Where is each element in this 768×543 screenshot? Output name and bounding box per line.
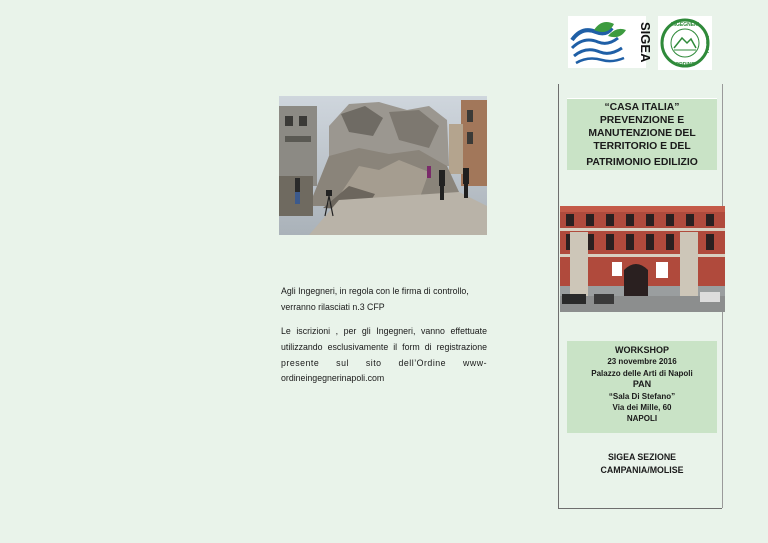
- sezione-line: SIGEA SEZIONE: [607, 452, 677, 462]
- ordine-logo-side-text: NAPOLI: [705, 36, 710, 54]
- sigea-logo: [568, 16, 653, 68]
- cfp-notice: [281, 284, 487, 316]
- sigea-logo-graphic: [568, 16, 653, 68]
- workshop-date: 23 novembre 2016: [607, 357, 677, 367]
- palazzo-arti-photo: [560, 206, 725, 312]
- event-title-line: PREVENZIONE E: [599, 115, 685, 126]
- registration-info: [281, 324, 487, 387]
- workshop-venue-short: PAN: [632, 379, 652, 390]
- sezione-line: CAMPANIA/MOLISE: [600, 464, 684, 475]
- workshop-info-box: [567, 341, 717, 433]
- sigea-logo-text: SIGEA: [638, 22, 653, 63]
- earthquake-rubble-photo: [279, 96, 487, 235]
- registration-line: utilizzando esclusivamente il form di registrazione: [281, 341, 487, 352]
- workshop-city: NAPOLI: [626, 414, 658, 424]
- cfp-notice-line: Agli Ingegneri, in regola con le firma di controllo,: [281, 286, 469, 296]
- panel-bottom-line: [558, 508, 722, 509]
- event-title-line: TERRITORIO E DEL: [593, 141, 691, 152]
- ordine-logo-top-text: INGEGNERI: [670, 22, 700, 28]
- registration-website: ordineingegnerinapoli.com: [281, 373, 385, 384]
- registration-line: Le iscrizioni , per gli Ingegneri, vanno effettuate: [281, 326, 487, 336]
- workshop-heading: WORKSHOP: [615, 345, 669, 355]
- event-title-line: PATRIMONIO EDILIZIO: [586, 157, 698, 168]
- sigea-sezione-label: [567, 451, 717, 476]
- event-title-line: “CASA ITALIA”: [604, 102, 680, 113]
- workshop-address: Via dei Mille, 60: [612, 403, 672, 413]
- workshop-room: “Sala Di Stefano”: [608, 391, 676, 401]
- panel-divider-line: [558, 84, 559, 508]
- event-title-line: MANUTENZIONE DEL: [588, 128, 696, 139]
- ordine-logo-bottom-text: ORDINE: [675, 62, 695, 68]
- registration-line: presente sul sito dell’Ordine www-: [281, 357, 487, 368]
- cfp-notice-line: verranno rilasciati n.3 CFP: [281, 301, 385, 312]
- ordine-ingegneri-logo: [658, 16, 712, 70]
- event-title-box: [567, 98, 717, 170]
- ordine-logo-graphic: [658, 16, 712, 70]
- workshop-venue: Palazzo delle Arti di Napoli: [591, 368, 693, 378]
